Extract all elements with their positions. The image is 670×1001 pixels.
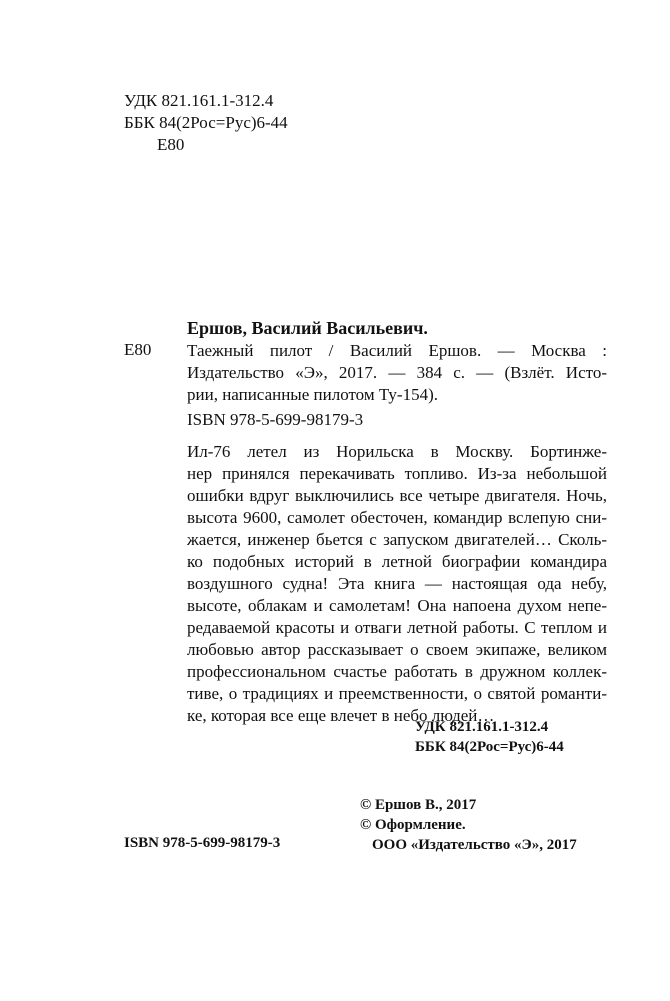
annotation-line: нер принялся перекачивать топливо. Из-за небольшой xyxy=(187,464,607,483)
annotation-line: ке, которая все еще влечет в небо людей… xyxy=(187,706,495,725)
annotation-line: любовью автор рассказывает о своем экипаже, великом xyxy=(187,640,607,659)
annotation-line: ко подобных историй в летной биографии командира xyxy=(187,552,607,571)
top-classification-codes xyxy=(124,90,288,156)
udk-code: УДК 821.161.1-312.4 xyxy=(124,91,274,110)
annotation-line: высоте, облакам и самолетам! Она напоена духом непе- xyxy=(187,596,607,615)
author-mark-side: Е80 xyxy=(124,340,152,359)
annotation-line: ошибки вдруг выключились все четыре двигателя. Ночь, xyxy=(187,486,607,505)
author-mark: Е80 xyxy=(157,135,185,154)
annotation-line: редаваемой красоты и отваги летной работы. С теплом и xyxy=(187,618,607,637)
udk-code-bottom: УДК 821.161.1-312.4 xyxy=(415,719,549,735)
bbk-code: ББК 84(2Рос=Рус)6-44 xyxy=(124,113,288,132)
biblio-line: рии, написанные пилотом Ту-154). xyxy=(187,385,438,404)
bottom-classification-codes xyxy=(415,717,564,757)
copyright-design: © Оформление. xyxy=(360,817,466,833)
isbn-entry: ISBN 978-5-699-98179-3 xyxy=(187,410,364,429)
copyright-block xyxy=(360,795,577,855)
annotation-line: профессиональном счастье работать в дружном коллек- xyxy=(187,662,607,681)
copyright-publisher: ООО «Издательство «Э», 2017 xyxy=(372,837,577,853)
annotation-line: Ил-76 летел из Норильска в Москву. Бортинже- xyxy=(187,442,607,461)
biblio-line: Таежный пилот / Василий Ершов. — Москва : xyxy=(187,341,607,360)
author-heading: Ершов, Василий Васильевич. xyxy=(187,318,428,338)
annotation-line: жается, инженер бьется с запуском двигателей… Сколь- xyxy=(187,530,607,549)
annotation-line: тиве, о традициях и преемственности, о святой романти- xyxy=(187,684,607,703)
isbn-bottom: ISBN 978-5-699-98179-3 xyxy=(124,835,281,851)
annotation-line: воздушного судна! Эта книга — настоящая ода небу, xyxy=(187,574,607,593)
annotation-line: высота 9600, самолет обесточен, командир вслепую сни- xyxy=(187,508,607,527)
copyright-author: © Ершов В., 2017 xyxy=(360,797,477,813)
annotation xyxy=(187,441,607,727)
biblio-line: Издательство «Э», 2017. — 384 с. — (Взлёт. Исто- xyxy=(187,363,607,382)
bbk-code-bottom: ББК 84(2Рос=Рус)6-44 xyxy=(415,739,564,755)
bibliographic-description xyxy=(187,340,607,406)
